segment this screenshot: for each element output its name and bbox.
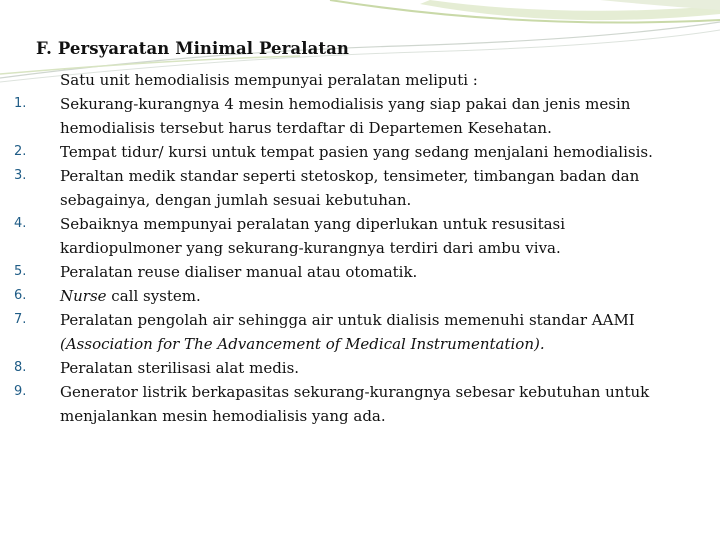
item-text: Peralatan sterilisasi alat medis. [60, 359, 300, 377]
list-item [14, 212, 704, 260]
item-text: call system. [106, 287, 201, 305]
item-text: Peralatan pengolah air sehingga air untuk dialisis memenuhi standar AAMI [60, 311, 635, 329]
item-text: Tempat tidur/ kursi untuk tempat pasien yang sedang menjalani hemodialisis. [60, 143, 653, 161]
list-item [14, 260, 704, 284]
list-item [14, 164, 704, 212]
item-text: hemodialisis tersebut harus terdaftar di Departemen Kesehatan. [60, 119, 552, 137]
item-text: menjalankan mesin hemodialisis yang ada. [60, 407, 386, 425]
item-text: Sebaiknya mempunyai peralatan yang diperlukan untuk resusitasi [60, 215, 566, 233]
item-number: 5. [14, 264, 27, 279]
item-text-italic: Nurse [60, 287, 107, 305]
item-text: Peraltan medik standar seperti stetoskop, tensimeter, timbangan badan dan [60, 167, 640, 185]
list-item [14, 140, 704, 164]
intro-text: Satu unit hemodialisis mempunyai peralatan meliputi : [60, 71, 478, 89]
list-item [14, 356, 704, 380]
list-item [14, 284, 704, 308]
item-number: 4. [14, 216, 27, 231]
item-number: 1. [14, 96, 27, 111]
item-text: kardiopulmoner yang sekurang-kurangnya terdiri dari ambu viva. [60, 239, 561, 257]
item-number: 2. [14, 144, 27, 159]
equipment-list [14, 68, 704, 428]
item-number: 9. [14, 384, 27, 399]
list-item [14, 308, 704, 356]
item-number: 6. [14, 288, 27, 303]
item-number: 3. [14, 168, 27, 183]
item-number: 8. [14, 360, 27, 375]
item-number: 7. [14, 312, 27, 327]
list-item [14, 380, 704, 428]
item-text-italic: (Association for The Advancement of Medical Instrumentation). [60, 335, 545, 353]
list-item [14, 92, 704, 140]
item-text: Sekurang-kurangnya 4 mesin hemodialisis yang siap pakai dan jenis mesin [60, 95, 631, 113]
item-text: Generator listrik berkapasitas sekurang-kurangnya sebesar kebutuhan untuk [60, 383, 650, 401]
item-text: Peralatan reuse dialiser manual atau otomatik. [60, 263, 418, 281]
item-text: sebagainya, dengan jumlah sesuai kebutuhan. [60, 191, 412, 209]
slide-title: F. Persyaratan Minimal Peralatan [36, 39, 349, 58]
